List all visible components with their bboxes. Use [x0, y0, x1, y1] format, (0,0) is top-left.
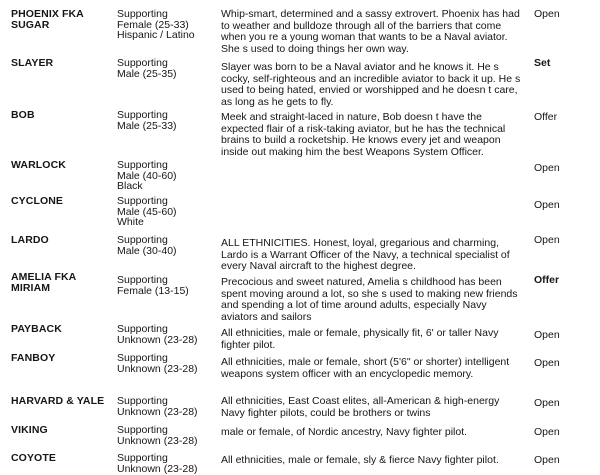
role-details: Supporting Male (30-40)	[117, 234, 177, 257]
character-name: FANBOY	[11, 352, 56, 364]
character-name: SLAYER	[11, 57, 54, 69]
character-name: COYOTE	[11, 452, 56, 464]
casting-status: Set	[534, 57, 551, 69]
character-name: LARDO	[11, 234, 49, 246]
character-description: Meek and straight-laced in nature, Bob doesn t have the expected flair of a risk-taking aviator, but he has the technical brains to build a rocketship. He knows every jet and weapon inside out making him the best Weapons System Officer.	[221, 111, 506, 159]
character-description: ALL ETHNICITIES. Honest, loyal, gregarious and charming, Lardo is a Warrant Officer of the Navy, a technical specialist of every Naval aircraft to the highest degree.	[221, 237, 510, 273]
role-details: Supporting Unknown (23-28)	[117, 395, 198, 418]
character-name: CYCLONE	[11, 195, 64, 207]
character-description: All ethnicities, male or female, sly & fierce Navy fighter pilot.	[221, 454, 499, 466]
character-name: PAYBACK	[11, 323, 62, 335]
casting-status: Open	[534, 8, 560, 20]
casting-status: Open	[534, 329, 560, 341]
character-description: All ethnicities, male or female, physically fit, 6' or taller Navy fighter pilot.	[221, 327, 499, 351]
casting-status: Open	[534, 234, 560, 246]
role-details: Supporting Male (45-60) White	[117, 195, 177, 228]
casting-status: Open	[534, 454, 560, 466]
role-details: Supporting Unknown (23-28)	[117, 452, 198, 475]
role-details: Supporting Unknown (23-28)	[117, 352, 198, 375]
casting-status: Open	[534, 162, 560, 174]
role-details: Supporting Unknown (23-28)	[117, 424, 198, 447]
role-details: Supporting Male (40-60) Black	[117, 159, 177, 192]
casting-status: Open	[534, 426, 560, 438]
character-description: Precocious and sweet natured, Amelia s childhood has been spent moving around a lot, so she s used to making new friends and spending a lot of time around adults, especially Navy aviators and sailors	[221, 276, 518, 324]
role-details: Supporting Female (13-15)	[117, 274, 189, 297]
role-details: Supporting Male (25-33)	[117, 109, 177, 132]
character-name: HARVARD & YALE	[11, 395, 105, 407]
casting-status: Offer	[534, 274, 560, 286]
role-details: Supporting Female (25-33) Hispanic / Latino	[117, 8, 195, 41]
character-name: VIKING	[11, 424, 48, 436]
casting-status: Open	[534, 397, 560, 409]
role-details: Supporting Male (25-35)	[117, 57, 177, 80]
character-description: All ethnicities, East Coast elites, all-American & high-energy Navy fighter pilots, could be brothers or twins	[221, 395, 500, 419]
casting-status: Open	[534, 199, 560, 211]
character-name: BOB	[11, 109, 35, 121]
character-description: male or female, of Nordic ancestry, Navy fighter pilot.	[221, 426, 468, 438]
character-description: Slayer was born to be a Naval aviator and he knows it. He s cocky, self-righteous and an incredible aviator to back it up. He s used to being hated, envied or worshipped and he doesn t care, as long as he gets to fly.	[221, 61, 521, 109]
casting-status: Open	[534, 357, 560, 369]
character-name: PHOENIX FKA SUGAR	[11, 8, 84, 31]
character-name: WARLOCK	[11, 159, 66, 171]
role-details: Supporting Unknown (23-28)	[117, 323, 198, 346]
character-name: AMELIA FKA MIRIAM	[11, 271, 76, 294]
casting-status: Offer	[534, 111, 558, 123]
character-description: Whip-smart, determined and a sassy extrovert. Phoenix has had to weather and bulldoze through all of the barriers that come when you re a young woman that wants to be a Naval aviator. She s used to doing things her own way.	[221, 8, 520, 56]
character-description: All ethnicities, male or female, short (5'6" or shorter) intelligent weapons system officer with an encyclopedic memory.	[221, 356, 510, 380]
